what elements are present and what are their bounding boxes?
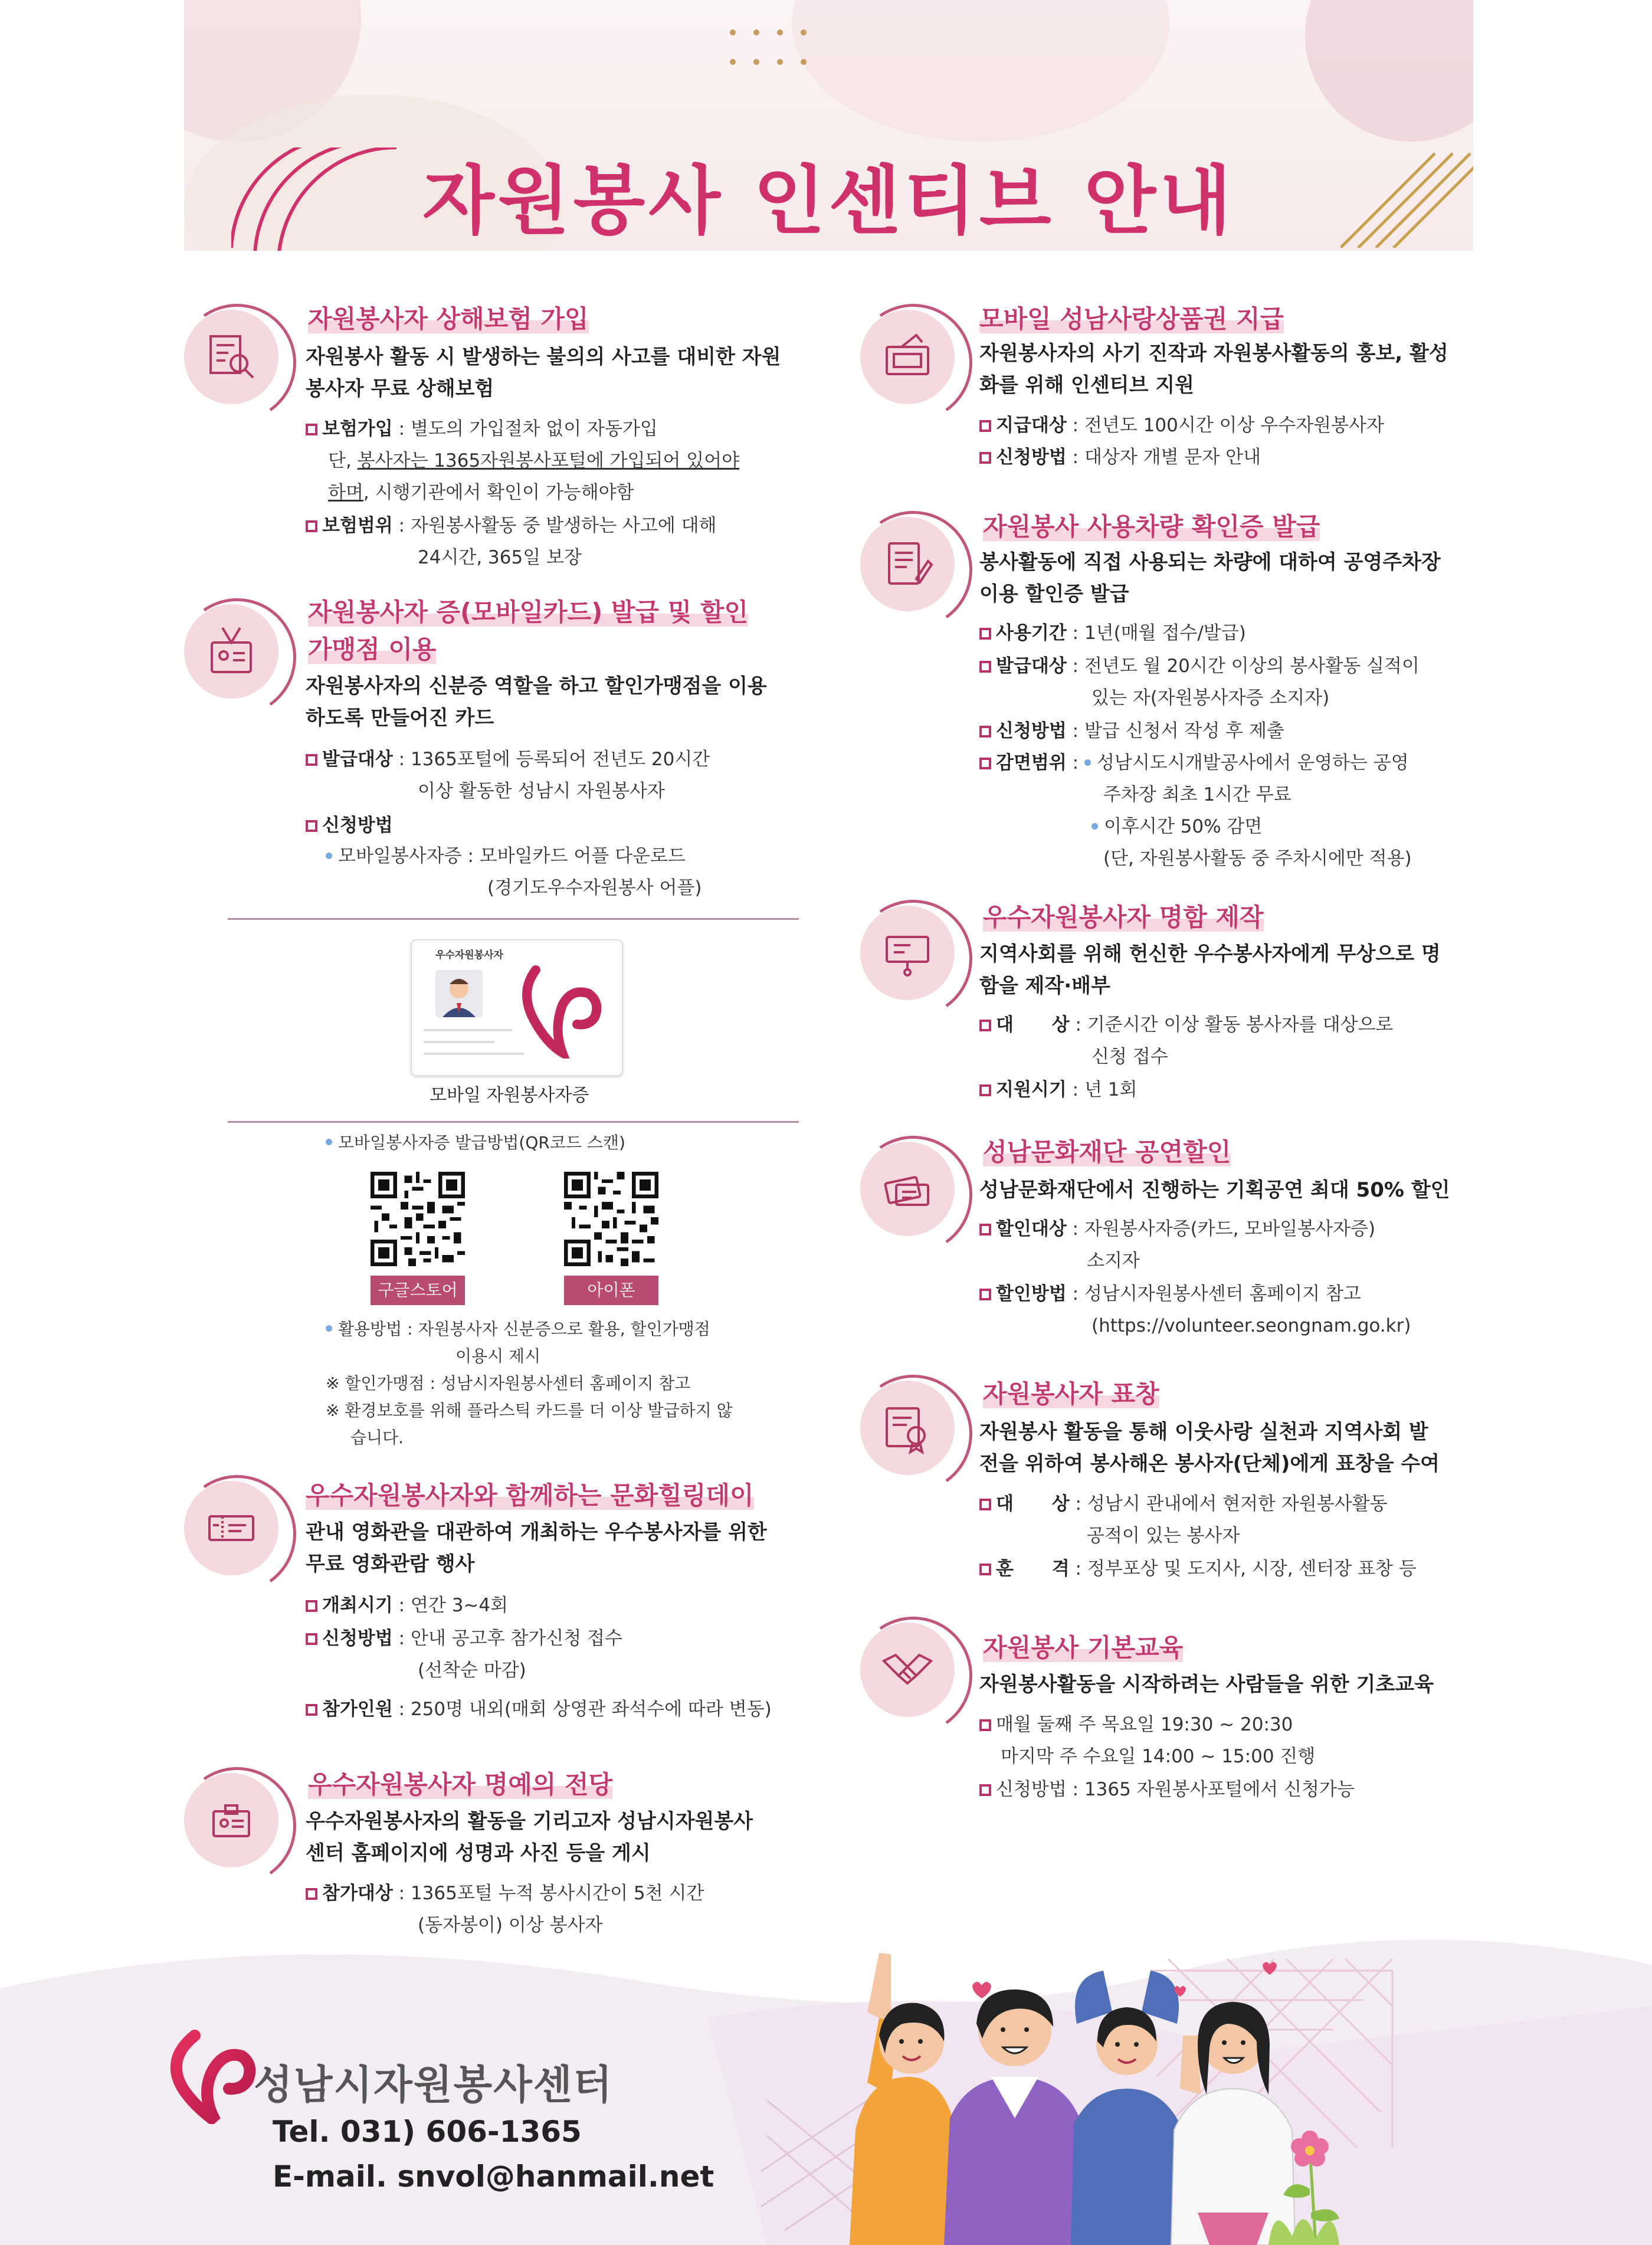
deco-dots [727, 24, 815, 77]
honor-lead: 우수자원봉사자의 활동을 기리고자 성남시자원봉사 센터 홈페이지에 성명과 사진 등을 게시 [306, 1810, 753, 1865]
vehicle-bullet-4: 감면범위 : 성남시도시개발공사에서 운영하는 공영 [979, 747, 1409, 779]
culture-title: 성남문화재단 공연할인 [983, 1138, 1231, 1166]
culture-bullet-2-line2: (https://volunteer.seongnam.go.kr) [1092, 1315, 1411, 1336]
card-bullet-2-sub: 모바일봉사자증 : 모바일카드 어플 다운로드 [326, 840, 686, 872]
vehicle-lead: 봉사활동에 직접 사용되는 차량에 대하여 공영주차장 이용 할인증 발급 [979, 550, 1441, 606]
arc-deco [845, 502, 982, 638]
education-bullet-1: 매월 둘째 주 목요일 19:30 ~ 20:30 [979, 1709, 1293, 1741]
vehicle-bullet-2-line2: 있는 자(자원봉사자증 소지자) [1092, 687, 1330, 709]
award-title: 자원봉사자 표창 [983, 1379, 1159, 1408]
voucher-lead: 자원봉사자의 사기 진작과 자원봉사활동의 홍보, 활성 화를 위해 인센티브 지원 [979, 342, 1448, 397]
arc-deco [845, 1607, 982, 1744]
namecard-bullet-2: 지원시기 : 년 1회 [979, 1074, 1137, 1106]
arc-deco [169, 589, 306, 726]
vehicle-bullet-1: 사용기간 : 1년(매월 접수/발급) [979, 617, 1246, 649]
card-use-line2: 이용시 제시 [455, 1346, 541, 1366]
insurance-bullet-1-line3: 하며, 시행기관에서 확인이 가능해야함 [328, 482, 634, 503]
org-tel[interactable]: Tel. 031) 606-1365 [273, 2115, 582, 2149]
healing-bullet-2-line2: (선착순 마감) [418, 1660, 526, 1681]
culture-lead: 성남문화재단에서 진행하는 기획공연 최대 50% 할인 [979, 1178, 1450, 1202]
culture-bullet-1: 할인대상 : 자원봉사자증(카드, 모바일봉사자증) [979, 1213, 1375, 1245]
education-title: 자원봉사 기본교육 [983, 1633, 1184, 1662]
iphone-button[interactable]: 아이폰 [564, 1276, 658, 1305]
arc-deco [845, 1126, 982, 1263]
voucher-title: 모바일 성남사랑상품권 지급 [979, 304, 1284, 333]
card-note-2: ※ 환경보호를 위해 플라스틱 카드를 더 이상 발급하지 않 [326, 1401, 733, 1420]
vehicle-bullet-4-line4: (단, 자원봉사활동 중 주차시에만 적용) [1103, 848, 1412, 869]
card-bullet-1: 발급대상 : 1365포털에 등록되어 전년도 20시간 [306, 743, 710, 775]
voucher-bullet-1: 지급대상 : 전년도 100시간 이상 우수자원봉사자 [979, 409, 1384, 441]
google-store-button[interactable]: 구글스토어 [371, 1276, 465, 1305]
card-heart-logo [512, 958, 612, 1058]
award-bullet-1: 대 상 : 성남시 관내에서 현저한 자원봉사활동 [979, 1488, 1388, 1520]
vehicle-bullet-3: 신청방법 : 발급 신청서 작성 후 제출 [979, 715, 1284, 747]
honor-bullet-1: 참가대상 : 1365포털 누적 봉사시간이 5천 시간 [306, 1877, 704, 1909]
education-bullet-1-line2: 마지막 주 수요일 14:00 ~ 15:00 진행 [1001, 1746, 1316, 1767]
org-name: 성남시자원봉사센터 [254, 2062, 614, 2109]
card-header-text: 우수자원봉사자 [435, 949, 503, 961]
card-note-3: 습니다. [350, 1428, 404, 1447]
healing-title: 우수자원봉사자와 함께하는 문화힐링데이 [306, 1481, 754, 1510]
deco-circle [792, 0, 1169, 142]
insurance-bullet-1: 보험가입 : 별도의 가입절차 없이 자동가입 [306, 413, 658, 445]
insurance-title: 자원봉사자 상해보험 가입 [308, 304, 589, 333]
arc-deco [169, 1466, 306, 1602]
card-bullet-2: 신청방법 [306, 809, 393, 841]
card-title-line2: 가맹점 이용 [308, 635, 437, 664]
education-lead: 자원봉사활동을 시작하려는 사람들을 위한 기초교육 [979, 1673, 1434, 1696]
insurance-bullet-2: 보험범위 : 자원봉사활동 중 발생하는 사고에 대해 [306, 510, 717, 542]
divider [228, 1121, 799, 1123]
culture-bullet-2: 할인방법 : 성남시자원봉사센터 홈페이지 참고 [979, 1278, 1361, 1310]
qr-code-google [371, 1172, 465, 1266]
arc-deco [169, 294, 306, 431]
award-lead: 자원봉사 활동을 통해 이웃사랑 실천과 지역사회 발 전을 위하여 봉사해온 봉사자(단체)에게 표창을 수여 [979, 1420, 1440, 1476]
card-lead: 자원봉사자의 신분증 역할을 하고 할인가맹점을 이용 하도록 만들어진 카드 [306, 674, 767, 730]
card-line [424, 1029, 512, 1031]
divider [228, 918, 799, 920]
deco-circle [1305, 0, 1473, 142]
namecard-lead: 지역사회를 위해 헌신한 우수봉사자에게 무상으로 명 함을 제작·배부 [979, 942, 1441, 998]
voucher-bullet-2: 신청방법 : 대상자 개별 문자 안내 [979, 441, 1261, 473]
insurance-bullet-1-line2: 단, 봉사자는 1365자원봉사포털에 가입되어 있어야 [328, 450, 740, 471]
card-note-1: ※ 할인가맹점 : 성남시자원봉사센터 홈페이지 참고 [326, 1374, 691, 1393]
culture-bullet-1-line2: 소지자 [1087, 1250, 1140, 1271]
org-email[interactable]: E-mail. snvol@hanmail.net [273, 2159, 714, 2194]
card-bullet-2-sub2: (경기도우수자원봉사 어플) [487, 877, 702, 899]
award-bullet-2: 훈 격 : 정부포상 및 도지사, 시장, 센터장 표창 등 [979, 1553, 1417, 1585]
insurance-bullet-2-line2: 24시간, 365일 보장 [418, 547, 582, 568]
page-title: 자원봉사 인센티브 안내 [422, 158, 1235, 244]
vehicle-bullet-2: 발급대상 : 전년도 월 20시간 이상의 봉사활동 실적이 [979, 650, 1420, 682]
arc-deco [845, 1365, 982, 1502]
honor-bullet-1-line2: (동자봉이) 이상 봉사자 [418, 1915, 603, 1936]
healing-bullet-3: 참가인원 : 250명 내외(매회 상영관 좌석수에 따라 변동) [306, 1693, 772, 1725]
healing-bullet-1: 개최시기 : 연간 3~4회 [306, 1589, 508, 1621]
card-caption: 모바일 자원봉사자증 [430, 1085, 589, 1106]
namecard-bullet-1: 대 상 : 기준시간 이상 활동 봉사자를 대상으로 [979, 1009, 1393, 1041]
qr-title: 모바일봉사자증 발급방법(QR코드 스캔) [326, 1127, 625, 1159]
card-line [424, 1053, 524, 1055]
footer [0, 1900, 1652, 2245]
honor-title: 우수자원봉사자 명예의 전당 [308, 1770, 613, 1799]
org-heart-logo [159, 2024, 260, 2124]
header-banner [184, 0, 1473, 251]
vehicle-bullet-4-line2: 주차장 최초 1시간 무료 [1103, 784, 1292, 805]
arc-deco [845, 294, 982, 431]
healing-lead: 관내 영화관을 대관하여 개최하는 우수봉사자를 위한 무료 영화관람 행사 [306, 1520, 767, 1576]
vehicle-bullet-4-line3: 이후시간 50% 감면 [1092, 811, 1262, 843]
arc-deco [845, 890, 982, 1027]
card-use-line1: 활용방법 : 자원봉사자 신분증으로 활용, 할인가맹점 [326, 1313, 710, 1345]
arc-deco [169, 1758, 306, 1895]
card-bullet-1-line2: 이상 활동한 성남시 자원봉사자 [418, 781, 665, 802]
card-line [424, 1041, 494, 1043]
namecard-bullet-1-line2: 신청 접수 [1092, 1046, 1168, 1067]
vehicle-title: 자원봉사 사용차량 확인증 발급 [983, 512, 1320, 541]
award-bullet-1-line2: 공적이 있는 봉사자 [1087, 1525, 1240, 1546]
namecard-title: 우수자원봉사자 명함 제작 [983, 903, 1264, 932]
insurance-lead: 자원봉사 활동 시 발생하는 불의의 사고를 대비한 자원 봉사자 무료 상해보험 [306, 345, 781, 401]
card-avatar [435, 970, 483, 1017]
volunteers-illustration [844, 1941, 1351, 2245]
education-bullet-2: 신청방법 : 1365 자원봉사포털에서 신청가능 [979, 1774, 1355, 1805]
card-title-line1: 자원봉사자 증(모바일카드) 발급 및 할인 [308, 598, 749, 627]
healing-bullet-2: 신청방법 : 안내 공고후 참가신청 접수 [306, 1623, 622, 1654]
qr-code-iphone [564, 1172, 658, 1266]
mobile-card-image [411, 939, 623, 1076]
